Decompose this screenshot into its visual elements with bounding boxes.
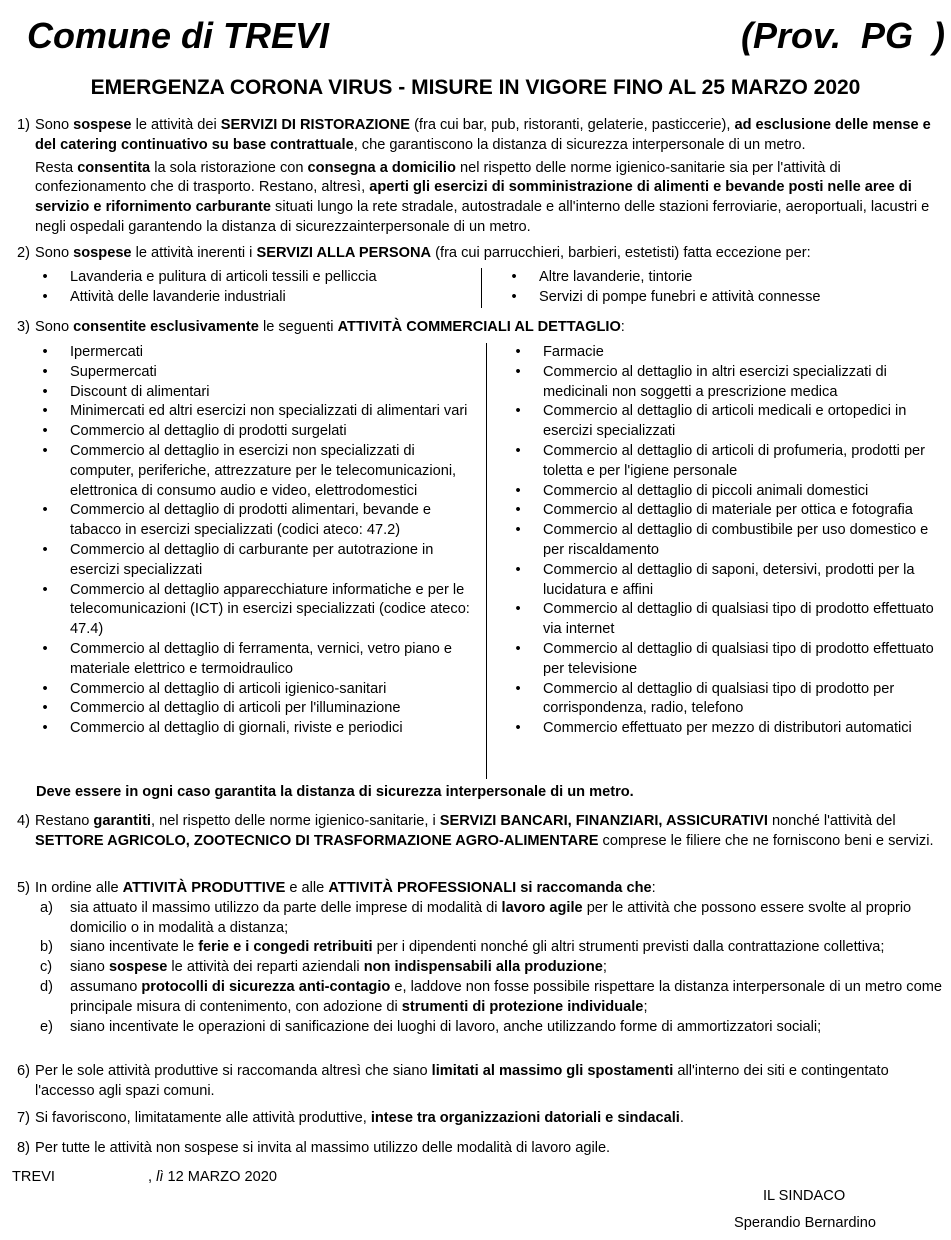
list-item-text: Commercio al dettaglio di saponi, detersivi, prodotti per la lucidatura e affini xyxy=(543,561,915,598)
recommendation-d: d) assumano protocolli di sicurezza anti-contagio e, laddove non fosse possibile rispettare la distanza interpersonale di un metro come principale misura di contenimento, con adozione di strumenti di protezione individuale; xyxy=(40,978,942,1015)
bullet-icon: • xyxy=(42,288,48,305)
list-item-text: Commercio al dettaglio di prodotti surgelati xyxy=(70,423,347,440)
comune-name: Comune di TREVI xyxy=(27,15,330,56)
list-item-text: Discount di alimentari xyxy=(70,383,210,400)
list-item xyxy=(513,442,947,482)
document-header xyxy=(27,14,945,58)
list-item-text: Altre lavanderie, tintorie xyxy=(539,269,693,285)
recommendations-list xyxy=(35,899,947,1038)
section-number: 5) xyxy=(17,880,30,896)
list-item xyxy=(40,383,480,403)
list-item-text: Commercio al dettaglio di articoli per l'illuminazione xyxy=(70,700,401,717)
section-6 xyxy=(17,1062,947,1102)
list-item xyxy=(40,719,480,739)
list-item xyxy=(513,363,947,403)
activities-left-column xyxy=(40,343,480,739)
list-item xyxy=(513,482,947,502)
bullet-icon: • xyxy=(42,680,48,697)
bullet-icon: • xyxy=(515,363,521,380)
bullet-icon: • xyxy=(42,720,48,737)
list-item-text: Commercio al dettaglio di carburante per autotrazione in esercizi specializzati xyxy=(70,541,434,578)
section-5 xyxy=(17,879,947,1037)
section-7 xyxy=(17,1109,947,1129)
section-number: 7) xyxy=(17,1110,30,1126)
section-3-activities xyxy=(40,343,947,779)
bullet-icon: • xyxy=(42,700,48,717)
province-label: (Prov. PG ) xyxy=(740,15,945,56)
section-2-intro: Sono sospese le attività inerenti i SERVIZI ALLA PERSONA (fra cui parrucchieri, barbieri, estetisti) fatta eccezione per: xyxy=(35,245,811,261)
bullet-icon: • xyxy=(515,720,521,737)
bullet-icon: • xyxy=(42,640,48,657)
document-title: EMERGENZA CORONA VIRUS - MISURE IN VIGORE FINO AL 25 MARZO 2020 xyxy=(90,76,861,99)
exceptions-left-column xyxy=(40,268,480,308)
section-3-intro: Sono consentite esclusivamente le seguenti ATTIVITÀ COMMERCIALI AL DETTAGLIO: xyxy=(35,319,625,335)
bullet-icon: • xyxy=(42,403,48,420)
activities-right-column xyxy=(513,343,947,739)
recommendation-c: c) siano sospese le attività dei reparti aziendali non indispensabili alla produzione; xyxy=(40,959,607,976)
list-item-text: Commercio al dettaglio di giornali, riviste e periodici xyxy=(70,720,403,737)
list-item xyxy=(513,640,947,680)
list-item-text: Servizi di pompe funebri e attività connesse xyxy=(539,288,821,305)
bullet-icon: • xyxy=(515,601,521,618)
list-item xyxy=(40,363,480,383)
list-item-text: Commercio al dettaglio di qualsiasi tipo di prodotto per corrispondenza, radio, telefono xyxy=(543,680,895,717)
place-name: TREVI xyxy=(12,1169,55,1185)
bullet-icon: • xyxy=(511,269,517,285)
section-5-intro: In ordine alle ATTIVITÀ PRODUTTIVE e alle ATTIVITÀ PROFESSIONALI si raccomanda che: xyxy=(35,880,656,896)
list-item xyxy=(40,442,480,501)
list-item-text: Commercio al dettaglio di qualsiasi tipo di prodotto effettuato per televisione xyxy=(543,640,934,677)
list-item-text: Supermercati xyxy=(70,363,157,380)
bullet-icon: • xyxy=(42,269,48,285)
bullet-icon: • xyxy=(511,288,517,305)
section-1-paragraph-1: Sono sospese le attività dei SERVIZI DI RISTORAZIONE (fra cui bar, pub, ristoranti, gelaterie, pasticcerie), ad esclusione delle mense e del catering continuativo su base contrattuale, che garantiscono la distanza di sicurezza interpersonale di un metro. xyxy=(35,117,931,153)
list-item xyxy=(513,521,947,561)
bullet-icon: • xyxy=(515,403,521,420)
bullet-icon: • xyxy=(515,502,521,519)
list-item-text: Minimercati ed altri esercizi non specializzati di alimentari vari xyxy=(70,403,468,420)
list-item-text: Commercio al dettaglio di combustibile per uso domestico e per riscaldamento xyxy=(543,522,929,558)
list-item xyxy=(40,699,480,719)
list-item xyxy=(40,402,480,422)
list-item xyxy=(513,501,947,521)
section-2 xyxy=(17,244,947,264)
list-item-text: Commercio al dettaglio di materiale per ottica e fotografia xyxy=(543,502,913,519)
bullet-icon: • xyxy=(515,561,521,578)
section-number: 1) xyxy=(17,117,30,133)
list-item xyxy=(513,600,947,640)
section-7-text: Si favoriscono, limitatamente alle attività produttive, intese tra organizzazioni datoriali e sindacali. xyxy=(35,1110,684,1126)
list-item-text: Commercio al dettaglio di prodotti alimentari, bevande e tabacco in esercizi specializzati (codici ateco: 47.2) xyxy=(70,502,431,539)
list-item xyxy=(40,541,480,581)
column-divider xyxy=(486,343,487,779)
recommendation-b: b) siano incentivate le ferie e i congedi retribuiti per i dipendenti nonché gli altri strumenti previsti dalla contrattazione collettiva; xyxy=(40,939,885,956)
list-item xyxy=(40,581,480,640)
list-item xyxy=(513,719,947,739)
section-number: 3) xyxy=(17,319,30,335)
list-item-text: Commercio al dettaglio di qualsiasi tipo di prodotto effettuato via internet xyxy=(543,601,934,638)
list-item xyxy=(509,268,943,288)
bullet-icon: • xyxy=(42,383,48,400)
bullet-icon: • xyxy=(515,680,521,697)
bullet-icon: • xyxy=(42,363,48,380)
list-item-text: Commercio al dettaglio di articoli igienico-sanitari xyxy=(70,680,387,697)
bullet-icon: • xyxy=(515,522,521,539)
list-item xyxy=(509,288,943,308)
list-item-text: Lavanderia e pulitura di articoli tessili e pelliccia xyxy=(70,269,377,285)
bullet-icon: • xyxy=(515,442,521,459)
list-item xyxy=(40,288,480,308)
section-8-text: Per tutte le attività non sospese si invita al massimo utilizzo delle modalità di lavoro agile. xyxy=(35,1140,611,1156)
list-item xyxy=(40,640,480,680)
list-item xyxy=(513,402,947,442)
list-item xyxy=(40,680,480,700)
bullet-icon: • xyxy=(42,442,48,459)
list-item-text: Commercio al dettaglio di piccoli animali domestici xyxy=(543,482,869,499)
section-3 xyxy=(17,318,947,338)
signer-title: IL SINDACO xyxy=(763,1188,846,1204)
bullet-icon: • xyxy=(515,640,521,657)
section-8 xyxy=(17,1139,947,1159)
bullet-icon: • xyxy=(42,423,48,440)
list-item xyxy=(40,343,480,363)
section-number: 2) xyxy=(17,245,30,261)
distance-note: Deve essere in ogni caso garantita la distanza di sicurezza interpersonale di un metro. xyxy=(36,784,634,800)
list-item-text: Farmacie xyxy=(543,344,604,360)
issue-date: , lì 12 MARZO 2020 xyxy=(148,1169,277,1185)
list-item xyxy=(40,422,480,442)
list-item-text: Commercio al dettaglio in esercizi non specializzati di computer, periferiche, attrezzature per le telecomunicazioni, elettronica di consumo audio e video, elettrodomestici xyxy=(70,442,457,499)
list-item xyxy=(40,268,480,288)
bullet-icon: • xyxy=(515,344,521,360)
section-6-text: Per le sole attività produttive si raccomanda altresì che siano limitati al massimo gli spostamenti all'interno dei siti e contingentato l'accesso agli spazi comuni. xyxy=(35,1063,889,1099)
section-number: 8) xyxy=(17,1140,30,1156)
section-2-exceptions xyxy=(40,268,947,308)
list-item-text: Commercio al dettaglio di articoli di profumeria, prodotti per toletta e per l'igiene personale xyxy=(543,442,926,479)
bullet-icon: • xyxy=(42,502,48,519)
bullet-icon: • xyxy=(42,541,48,558)
list-item-text: Commercio al dettaglio in altri esercizi specializzati di medicinali non soggetti a prescrizione medica xyxy=(543,363,887,400)
section-4 xyxy=(17,812,947,852)
list-item xyxy=(513,561,947,601)
bullet-icon: • xyxy=(42,344,48,360)
list-item xyxy=(513,343,947,363)
list-item-text: Commercio al dettaglio di articoli medicali e ortopedici in esercizi specializzati xyxy=(543,403,907,440)
list-item xyxy=(40,501,480,541)
section-1 xyxy=(17,116,947,238)
bullet-icon: • xyxy=(515,482,521,499)
section-1-paragraph-2: Resta consentita la sola ristorazione con consegna a domicilio nel rispetto delle norme igienico-sanitarie sia per l'attività di confezionamento che di trasporto. Restano, altresì, aperti gli esercizi di somministrazione di alimenti e bevande posti nelle aree di servizio e rifornimento carburante situati lungo la rete stradale, autostradale e all'interno delle stazioni ferroviarie, aeroportuali, lacustri e negli ospedali garantendo la distanza di sicurezzainterpersonale di un metro. xyxy=(35,159,930,235)
list-item-text: Commercio effettuato per mezzo di distributori automatici xyxy=(543,720,912,737)
list-item-text: Attività delle lavanderie industriali xyxy=(70,288,286,305)
list-item xyxy=(513,680,947,720)
list-item-text: Ipermercati xyxy=(70,344,143,360)
signer-name: Sperandio Bernardino xyxy=(734,1215,876,1231)
recommendation-e: e) siano incentivate le operazioni di sanificazione dei luoghi di lavoro, anche utilizzando forme di ammortizzatori sociali; xyxy=(40,1018,822,1035)
column-divider xyxy=(481,268,482,308)
recommendation-a: a) sia attuato il massimo utilizzo da parte delle imprese di modalità di lavoro agile per le attività che possono essere svolte al proprio domicilio o in modalità a distanza; xyxy=(40,899,912,936)
section-number: 6) xyxy=(17,1063,30,1079)
section-4-text: Restano garantiti, nel rispetto delle norme igienico-sanitarie, i SERVIZI BANCARI, FINANZIARI, ASSICURATIVI nonché l'attività del SETTORE AGRICOLO, ZOOTECNICO DI TRASFORMAZIONE AGRO-ALIMENTARE comprese le filiere che ne forniscono beni e servizi. xyxy=(35,813,934,849)
list-item-text: Commercio al dettaglio apparecchiature informatiche e per le telecomunicazioni (ICT) in esercizi specializzati (codice ateco: 47.4) xyxy=(70,581,470,638)
bullet-icon: • xyxy=(42,581,48,598)
section-number: 4) xyxy=(17,813,30,829)
exceptions-right-column xyxy=(509,268,943,308)
list-item-text: Commercio al dettaglio di ferramenta, vernici, vetro piano e materiale elettrico e termoidraulico xyxy=(70,640,453,677)
